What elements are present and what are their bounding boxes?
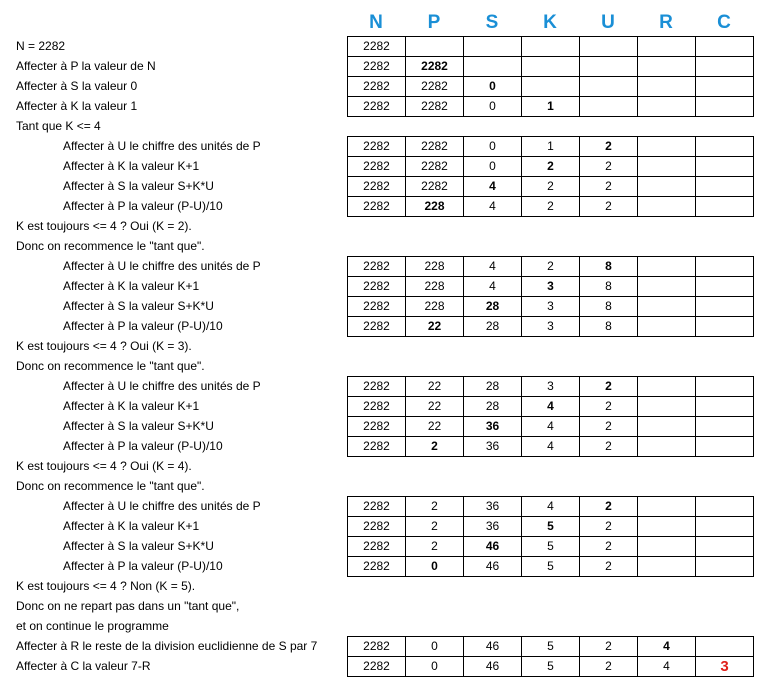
instruction-line: K est toujours <= 4 ? Oui (K = 3). [16,339,192,353]
cell-s: 46 [464,637,522,657]
cell-s: 36 [464,417,522,437]
table-row [348,437,754,457]
cell-p: 2 [406,537,464,557]
cell-p: 22 [406,317,464,337]
cell-u: 2 [580,437,638,457]
instruction-line: K est toujours <= 4 ? Oui (K = 2). [16,219,192,233]
cell-c [696,97,754,117]
cell-u [580,57,638,77]
cell-c [696,57,754,77]
cell-n: 2282 [348,657,406,677]
cell-u: 2 [580,537,638,557]
cell-c [696,297,754,317]
cell-k: 2 [522,177,580,197]
cell-r [638,377,696,397]
trace-table-group [347,136,754,217]
cell-p: 0 [406,657,464,677]
cell-k [522,77,580,97]
cell-s: 46 [464,657,522,677]
cell-n: 2282 [348,537,406,557]
cell-n: 2282 [348,277,406,297]
cell-c [696,517,754,537]
cell-s: 0 [464,97,522,117]
cell-k: 5 [522,657,580,677]
cell-p: 22 [406,397,464,417]
instruction-line: Affecter à U le chiffre des unités de P [63,259,261,273]
cell-r [638,557,696,577]
cell-c [696,177,754,197]
cell-c [696,77,754,97]
cell-u: 2 [580,497,638,517]
cell-r [638,537,696,557]
cell-s [464,57,522,77]
trace-table-group [347,496,754,577]
cell-p: 2 [406,497,464,517]
cell-u: 2 [580,417,638,437]
cell-s [464,37,522,57]
cell-u: 8 [580,257,638,277]
cell-u [580,77,638,97]
cell-c [696,277,754,297]
table-row [348,317,754,337]
cell-n: 2282 [348,397,406,417]
cell-u: 8 [580,317,638,337]
cell-u: 2 [580,657,638,677]
cell-r [638,317,696,337]
column-header-r: R [659,12,673,33]
cell-r [638,197,696,217]
cell-u: 2 [580,137,638,157]
cell-p: 2282 [406,57,464,77]
instruction-line: Affecter à U le chiffre des unités de P [63,139,261,153]
cell-u: 2 [580,637,638,657]
cell-n: 2282 [348,197,406,217]
cell-s: 0 [464,157,522,177]
trace-table-group [347,36,754,117]
cell-c [696,557,754,577]
cell-p: 2282 [406,157,464,177]
instruction-line: Affecter à P la valeur de N [16,59,156,73]
cell-n: 2282 [348,417,406,437]
cell-k: 2 [522,197,580,217]
cell-n: 2282 [348,137,406,157]
cell-n: 2282 [348,77,406,97]
cell-k: 3 [522,377,580,397]
column-header-u: U [601,12,615,33]
instruction-line: Affecter à U le chiffre des unités de P [63,499,261,513]
trace-table-group [347,376,754,457]
instruction-line: Affecter à P la valeur (P-U)/10 [63,199,223,213]
cell-u: 2 [580,377,638,397]
cell-k [522,37,580,57]
cell-n: 2282 [348,497,406,517]
cell-u: 2 [580,177,638,197]
instruction-line: Affecter à P la valeur (P-U)/10 [63,319,223,333]
cell-r [638,137,696,157]
cell-s: 4 [464,277,522,297]
cell-p: 0 [406,637,464,657]
cell-c [696,497,754,517]
cell-k: 4 [522,397,580,417]
cell-k: 4 [522,437,580,457]
cell-n: 2282 [348,157,406,177]
cell-k: 3 [522,297,580,317]
table-row [348,417,754,437]
table-row [348,297,754,317]
table-row [348,377,754,397]
cell-u: 2 [580,397,638,417]
cell-c [696,417,754,437]
table-row [348,57,754,77]
cell-r [638,517,696,537]
table-row [348,97,754,117]
cell-s: 0 [464,77,522,97]
instruction-line: Tant que K <= 4 [16,119,101,133]
cell-r [638,37,696,57]
cell-r [638,77,696,97]
trace-table-group [347,256,754,337]
cell-p: 2282 [406,97,464,117]
cell-s: 28 [464,317,522,337]
cell-c [696,377,754,397]
instruction-line: K est toujours <= 4 ? Non (K = 5). [16,579,196,593]
cell-p: 228 [406,297,464,317]
table-row [348,517,754,537]
cell-n: 2282 [348,177,406,197]
instruction-line: Affecter à C la valeur 7-R [16,659,151,673]
instruction-line: Affecter à S la valeur S+K*U [63,539,214,553]
instruction-line: Affecter à P la valeur (P-U)/10 [63,439,223,453]
instruction-line: N = 2282 [16,39,66,53]
instruction-line: Affecter à K la valeur K+1 [63,159,200,173]
instruction-line: Affecter à K la valeur K+1 [63,519,200,533]
cell-n: 2282 [348,257,406,277]
cell-r [638,57,696,77]
cell-p: 0 [406,557,464,577]
cell-c [696,537,754,557]
cell-r [638,397,696,417]
instruction-line: Affecter à K la valeur 1 [16,99,138,113]
cell-c [696,137,754,157]
cell-p: 2 [406,437,464,457]
table-row [348,497,754,517]
cell-k: 2 [522,257,580,277]
cell-p: 228 [406,277,464,297]
cell-n: 2282 [348,57,406,77]
cell-s: 0 [464,137,522,157]
cell-n: 2282 [348,37,406,57]
cell-s: 28 [464,297,522,317]
cell-c [696,437,754,457]
instruction-line: Affecter à S la valeur S+K*U [63,419,214,433]
cell-s: 4 [464,257,522,277]
cell-s: 46 [464,537,522,557]
cell-k: 5 [522,557,580,577]
cell-k: 3 [522,317,580,337]
cell-p: 2282 [406,177,464,197]
cell-k: 5 [522,537,580,557]
cell-p: 2282 [406,77,464,97]
table-row [348,157,754,177]
table-row [348,397,754,417]
cell-c [696,257,754,277]
table-row [348,277,754,297]
cell-k [522,57,580,77]
table-row [348,657,754,677]
instruction-line: Affecter à S la valeur 0 [16,79,138,93]
cell-p: 228 [406,257,464,277]
instruction-line: Donc on recommence le "tant que". [16,359,205,373]
cell-u: 8 [580,277,638,297]
cell-s: 28 [464,397,522,417]
cell-s: 36 [464,437,522,457]
cell-k: 1 [522,137,580,157]
cell-n: 2282 [348,557,406,577]
cell-n: 2282 [348,97,406,117]
cell-r: 4 [638,657,696,677]
cell-c [696,637,754,657]
cell-r [638,297,696,317]
table-row [348,257,754,277]
instruction-line: Affecter à S la valeur S+K*U [63,299,214,313]
cell-k: 2 [522,157,580,177]
cell-k: 1 [522,97,580,117]
cell-u: 2 [580,157,638,177]
cell-n: 2282 [348,637,406,657]
cell-s: 4 [464,197,522,217]
cell-r [638,257,696,277]
table-row [348,137,754,157]
cell-r [638,497,696,517]
cell-u: 2 [580,197,638,217]
cell-p: 228 [406,197,464,217]
cell-k: 4 [522,417,580,437]
cell-u [580,97,638,117]
table-row [348,77,754,97]
instruction-line: Affecter à U le chiffre des unités de P [63,379,261,393]
cell-p: 22 [406,377,464,397]
cell-k: 5 [522,637,580,657]
cell-u [580,37,638,57]
cell-k: 4 [522,497,580,517]
cell-n: 2282 [348,297,406,317]
cell-r [638,157,696,177]
cell-u: 2 [580,557,638,577]
instruction-line: Affecter à K la valeur K+1 [63,399,200,413]
cell-r: 4 [638,637,696,657]
instruction-line: Donc on recommence le "tant que". [16,479,205,493]
cell-p: 2 [406,517,464,537]
instruction-line: Affecter à P la valeur (P-U)/10 [63,559,223,573]
instruction-line: Donc on recommence le "tant que". [16,239,205,253]
table-row [348,197,754,217]
cell-p: 2282 [406,137,464,157]
instruction-line: K est toujours <= 4 ? Oui (K = 4). [16,459,192,473]
cell-n: 2282 [348,317,406,337]
cell-c: 3 [696,657,754,677]
column-header-n: N [369,12,383,33]
cell-s: 28 [464,377,522,397]
cell-r [638,97,696,117]
cell-n: 2282 [348,377,406,397]
instruction-line: Affecter à R le reste de la division euclidienne de S par 7 [16,639,318,653]
table-row [348,37,754,57]
cell-k: 3 [522,277,580,297]
cell-r [638,177,696,197]
trace-table-group [347,636,754,677]
cell-p: 22 [406,417,464,437]
cell-s: 46 [464,557,522,577]
column-header-c: C [717,12,731,33]
cell-u: 8 [580,297,638,317]
column-header-k: K [543,12,557,33]
cell-u: 2 [580,517,638,537]
cell-c [696,37,754,57]
cell-c [696,317,754,337]
table-row [348,177,754,197]
instruction-line: Donc on ne repart pas dans un "tant que", [16,599,240,613]
table-row [348,637,754,657]
cell-r [638,277,696,297]
table-row [348,557,754,577]
cell-k: 5 [522,517,580,537]
cell-c [696,157,754,177]
cell-s: 36 [464,497,522,517]
cell-c [696,397,754,417]
instruction-line: et on continue le programme [16,619,169,633]
cell-c [696,197,754,217]
cell-s: 36 [464,517,522,537]
instruction-line: Affecter à K la valeur K+1 [63,279,200,293]
table-row [348,537,754,557]
cell-s: 4 [464,177,522,197]
column-header-s: S [485,12,499,33]
cell-r [638,437,696,457]
cell-n: 2282 [348,517,406,537]
cell-p [406,37,464,57]
cell-r [638,417,696,437]
cell-n: 2282 [348,437,406,457]
column-header-p: P [427,12,441,33]
instruction-line: Affecter à S la valeur S+K*U [63,179,214,193]
